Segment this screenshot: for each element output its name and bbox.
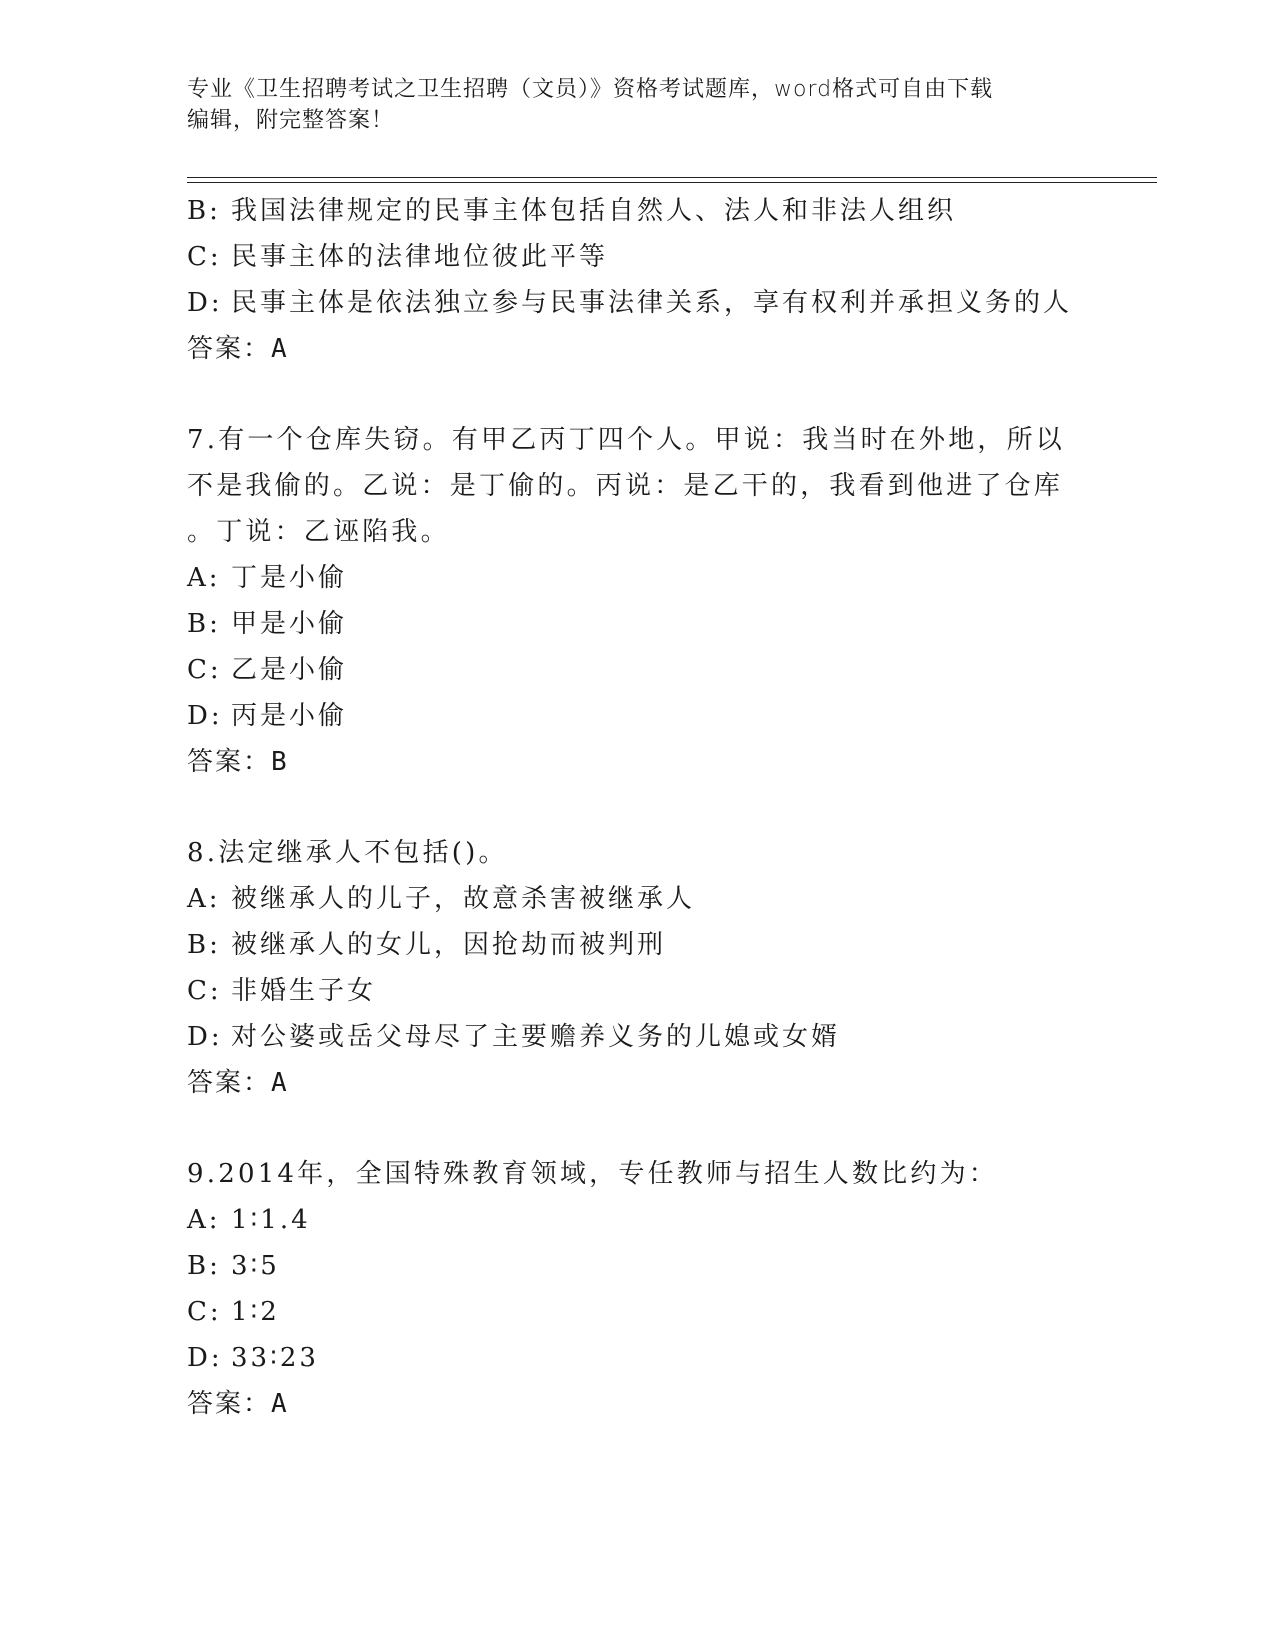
question-text-line: 8.法定继承人不包括()。	[187, 838, 508, 868]
question-text-line: 7.有一个仓库失窃。有甲乙丙丁四个人。甲说：我当时在外地，所以	[187, 425, 1066, 455]
option-key: B:	[187, 196, 221, 226]
answer-value: B	[271, 747, 287, 777]
option-d	[187, 1014, 1087, 1060]
option-c	[187, 968, 1087, 1014]
option-key: C:	[187, 655, 222, 685]
header-divider-top	[187, 177, 1157, 178]
header-line-1: 专业《卫生招聘考试之卫生招聘（文员）》资格考试题库，word格式可自由下载	[187, 77, 994, 102]
option-key: C:	[187, 242, 222, 272]
question-text	[187, 417, 1087, 555]
question-text-line: 不是我偷的。乙说：是丁偷的。丙说：是乙干的，我看到他进了仓库	[187, 471, 1064, 501]
option-c	[187, 647, 1087, 693]
option-a	[187, 876, 1087, 922]
option-a	[187, 1197, 1087, 1243]
option-text: 甲是小偷	[231, 609, 348, 639]
question-text	[187, 1151, 1087, 1197]
header-divider-bottom	[187, 182, 1157, 183]
option-text: 民事主体是依法独立参与民事法律关系，享有权利并承担义务的人	[231, 288, 1073, 318]
question-8	[187, 830, 1087, 1106]
option-key: B:	[187, 1251, 221, 1281]
option-text: 丙是小偷	[231, 701, 348, 731]
option-key: A:	[187, 563, 221, 593]
option-c	[187, 234, 1087, 280]
option-key: A:	[187, 1205, 221, 1235]
option-b	[187, 601, 1087, 647]
option-text: 3∶5	[231, 1251, 280, 1281]
option-b	[187, 1243, 1087, 1289]
question-text-line: 。丁说：乙诬陷我。	[187, 517, 450, 547]
option-key: D:	[187, 1343, 223, 1373]
option-text: 1∶2	[231, 1297, 280, 1327]
option-text: 被继承人的女儿，因抢劫而被判刑	[231, 930, 667, 960]
answer-line	[187, 739, 1087, 785]
option-text: 1∶1.4	[231, 1205, 311, 1235]
answer-label: 答案：	[187, 1068, 272, 1098]
option-a	[187, 555, 1087, 601]
option-text: 对公婆或岳父母尽了主要赡养义务的儿媳或女婿	[231, 1022, 841, 1052]
option-key: B:	[187, 609, 221, 639]
option-d	[187, 693, 1087, 739]
question-9	[187, 1151, 1087, 1427]
option-c	[187, 1289, 1087, 1335]
option-text: 丁是小偷	[231, 563, 348, 593]
option-d	[187, 1335, 1087, 1381]
answer-value: A	[271, 1068, 287, 1098]
option-b	[187, 188, 1087, 234]
option-text: 被继承人的儿子，故意杀害被继承人	[231, 884, 696, 914]
question-6-partial	[187, 188, 1087, 372]
option-b	[187, 922, 1087, 968]
answer-label: 答案：	[187, 334, 272, 364]
option-text: 33∶23	[231, 1343, 319, 1373]
answer-line	[187, 1060, 1087, 1106]
option-d	[187, 280, 1087, 326]
answer-value: A	[271, 1389, 287, 1419]
option-text: 非婚生子女	[231, 976, 377, 1006]
option-key: C:	[187, 976, 222, 1006]
question-text-line: 9.2014年，全国特殊教育领域，专任教师与招生人数比约为：	[187, 1159, 998, 1189]
option-key: D:	[187, 1022, 223, 1052]
header-line-2: 编辑，附完整答案！	[187, 108, 395, 133]
question-7	[187, 417, 1087, 785]
document-header	[187, 74, 1087, 136]
answer-line	[187, 1381, 1087, 1427]
option-text: 乙是小偷	[231, 655, 348, 685]
answer-line	[187, 326, 1087, 372]
question-list	[187, 188, 1087, 1427]
answer-label: 答案：	[187, 747, 272, 777]
option-key: C:	[187, 1297, 222, 1327]
option-key: B:	[187, 930, 221, 960]
question-text	[187, 830, 1087, 876]
option-key: D:	[187, 288, 223, 318]
answer-value: A	[271, 334, 287, 364]
option-key: A:	[187, 884, 221, 914]
option-text: 我国法律规定的民事主体包括自然人、法人和非法人组织	[231, 196, 957, 226]
option-text: 民事主体的法律地位彼此平等	[231, 242, 609, 272]
answer-label: 答案：	[187, 1389, 272, 1419]
option-key: D:	[187, 701, 223, 731]
